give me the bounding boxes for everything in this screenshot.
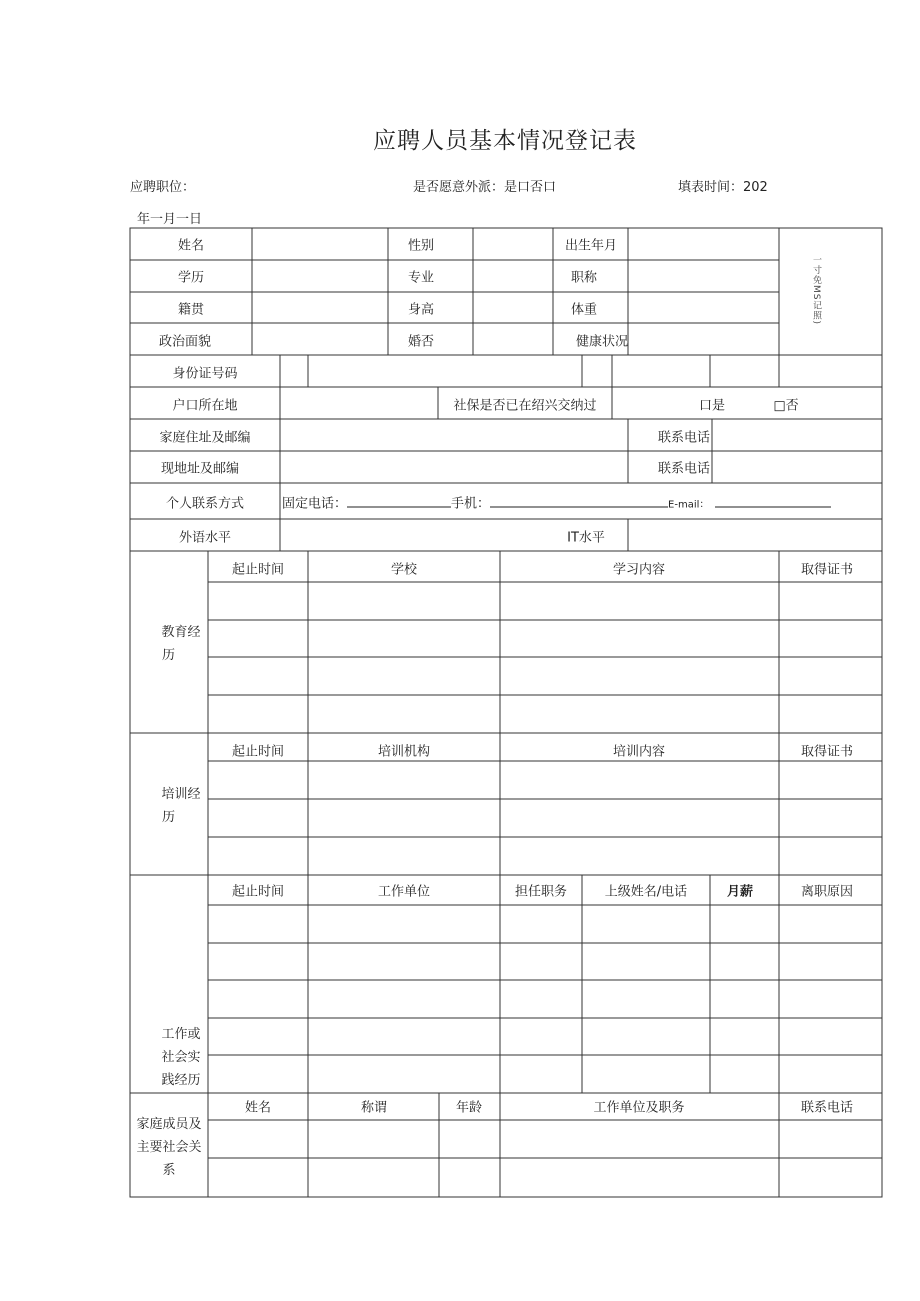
home-address-label: 家庭住址及邮编 bbox=[159, 430, 251, 446]
social-insurance-label: 社保是否已在绍兴交纳过 bbox=[453, 398, 597, 414]
email-label: E-mail： bbox=[668, 499, 710, 511]
train-header-period: 起止时间 bbox=[231, 744, 285, 760]
family-section-label bbox=[134, 1113, 204, 1182]
family-label-line3: 系 bbox=[162, 1163, 176, 1178]
name-label: 姓名 bbox=[177, 238, 205, 254]
it-level-label: IT水平 bbox=[567, 530, 605, 546]
work-header-leave-reason: 离职原因 bbox=[800, 884, 854, 900]
si-yes-checkbox[interactable]: 口是 bbox=[698, 398, 726, 414]
landline-field[interactable] bbox=[347, 495, 451, 508]
training-label-line2: 历 bbox=[162, 810, 176, 825]
major-label: 专业 bbox=[407, 270, 435, 286]
work-header-employer: 工作单位 bbox=[377, 884, 431, 900]
train-header-institution: 培训机构 bbox=[377, 744, 431, 760]
work-label-line3: 践经历 bbox=[161, 1073, 201, 1088]
contact-label: 个人联系方式 bbox=[165, 496, 245, 512]
family-label-line1: 家庭成员及 bbox=[136, 1117, 202, 1132]
education-label: 学历 bbox=[177, 270, 205, 286]
training-label-line1: 培训经 bbox=[161, 787, 201, 802]
education-label-line2: 历 bbox=[162, 648, 176, 663]
work-header-salary: 月薪 bbox=[726, 884, 754, 900]
current-phone-label: 联系电话 bbox=[657, 461, 711, 477]
work-section-label bbox=[156, 1023, 206, 1092]
birth-label: 出生年月 bbox=[564, 238, 618, 254]
political-label: 政治面貌 bbox=[158, 334, 212, 350]
edu-header-content: 学习内容 bbox=[612, 562, 666, 578]
marital-label: 婚否 bbox=[407, 334, 435, 350]
mobile-field[interactable] bbox=[490, 495, 668, 508]
current-address-label: 现地址及邮编 bbox=[160, 461, 240, 477]
family-header-phone: 联系电话 bbox=[800, 1100, 854, 1116]
family-header-name: 姓名 bbox=[244, 1100, 272, 1116]
training-section-label bbox=[156, 783, 206, 829]
mobile-label: 手机： bbox=[451, 496, 491, 512]
photo-placeholder: 一寸免MS记照) bbox=[811, 255, 821, 325]
email-field[interactable] bbox=[715, 495, 831, 508]
contact-line bbox=[282, 493, 831, 512]
home-phone-label: 联系电话 bbox=[657, 430, 711, 446]
weight-label: 体重 bbox=[570, 302, 598, 318]
edu-header-certificate: 取得证书 bbox=[800, 562, 854, 578]
position-label: 应聘职位： bbox=[130, 180, 196, 195]
health-label: 健康状况 bbox=[575, 334, 629, 350]
work-header-position: 担任职务 bbox=[514, 884, 568, 900]
job-title-label: 职称 bbox=[570, 270, 598, 286]
family-label-line2: 主要社会关 bbox=[136, 1140, 202, 1155]
gender-label: 性别 bbox=[407, 238, 435, 254]
train-header-certificate: 取得证书 bbox=[800, 744, 854, 760]
train-header-content: 培训内容 bbox=[612, 744, 666, 760]
hukou-label: 户口所在地 bbox=[172, 398, 238, 414]
edu-header-period: 起止时间 bbox=[231, 562, 285, 578]
id-number-label: 身份证号码 bbox=[172, 366, 238, 382]
family-header-age: 年龄 bbox=[455, 1100, 483, 1116]
edu-header-school: 学校 bbox=[390, 562, 418, 578]
dispatch-label: 是否愿意外派：是口否口 bbox=[413, 180, 557, 195]
native-place-label: 籍贯 bbox=[177, 302, 205, 318]
work-label-line1: 工作或 bbox=[161, 1027, 201, 1042]
work-header-supervisor: 上级姓名/电话 bbox=[604, 884, 688, 900]
family-header-relation: 称谓 bbox=[360, 1100, 388, 1116]
fill-time-label: 填表时间：202 bbox=[678, 180, 768, 195]
si-no-checkbox[interactable]: □否 bbox=[773, 398, 799, 414]
page-title: 应聘人员基本情况登记表 bbox=[373, 128, 637, 154]
fill-date-suffix: 年一月一日 bbox=[137, 212, 203, 227]
landline-label: 固定电话： bbox=[282, 496, 348, 512]
family-header-employer: 工作单位及职务 bbox=[593, 1100, 685, 1116]
education-label-line1: 教育经 bbox=[161, 625, 201, 640]
education-section-label bbox=[156, 621, 206, 667]
work-header-period: 起止时间 bbox=[231, 884, 285, 900]
work-label-line2: 社会实 bbox=[161, 1050, 201, 1065]
language-label: 外语水平 bbox=[178, 530, 232, 546]
height-label: 身高 bbox=[407, 302, 435, 318]
